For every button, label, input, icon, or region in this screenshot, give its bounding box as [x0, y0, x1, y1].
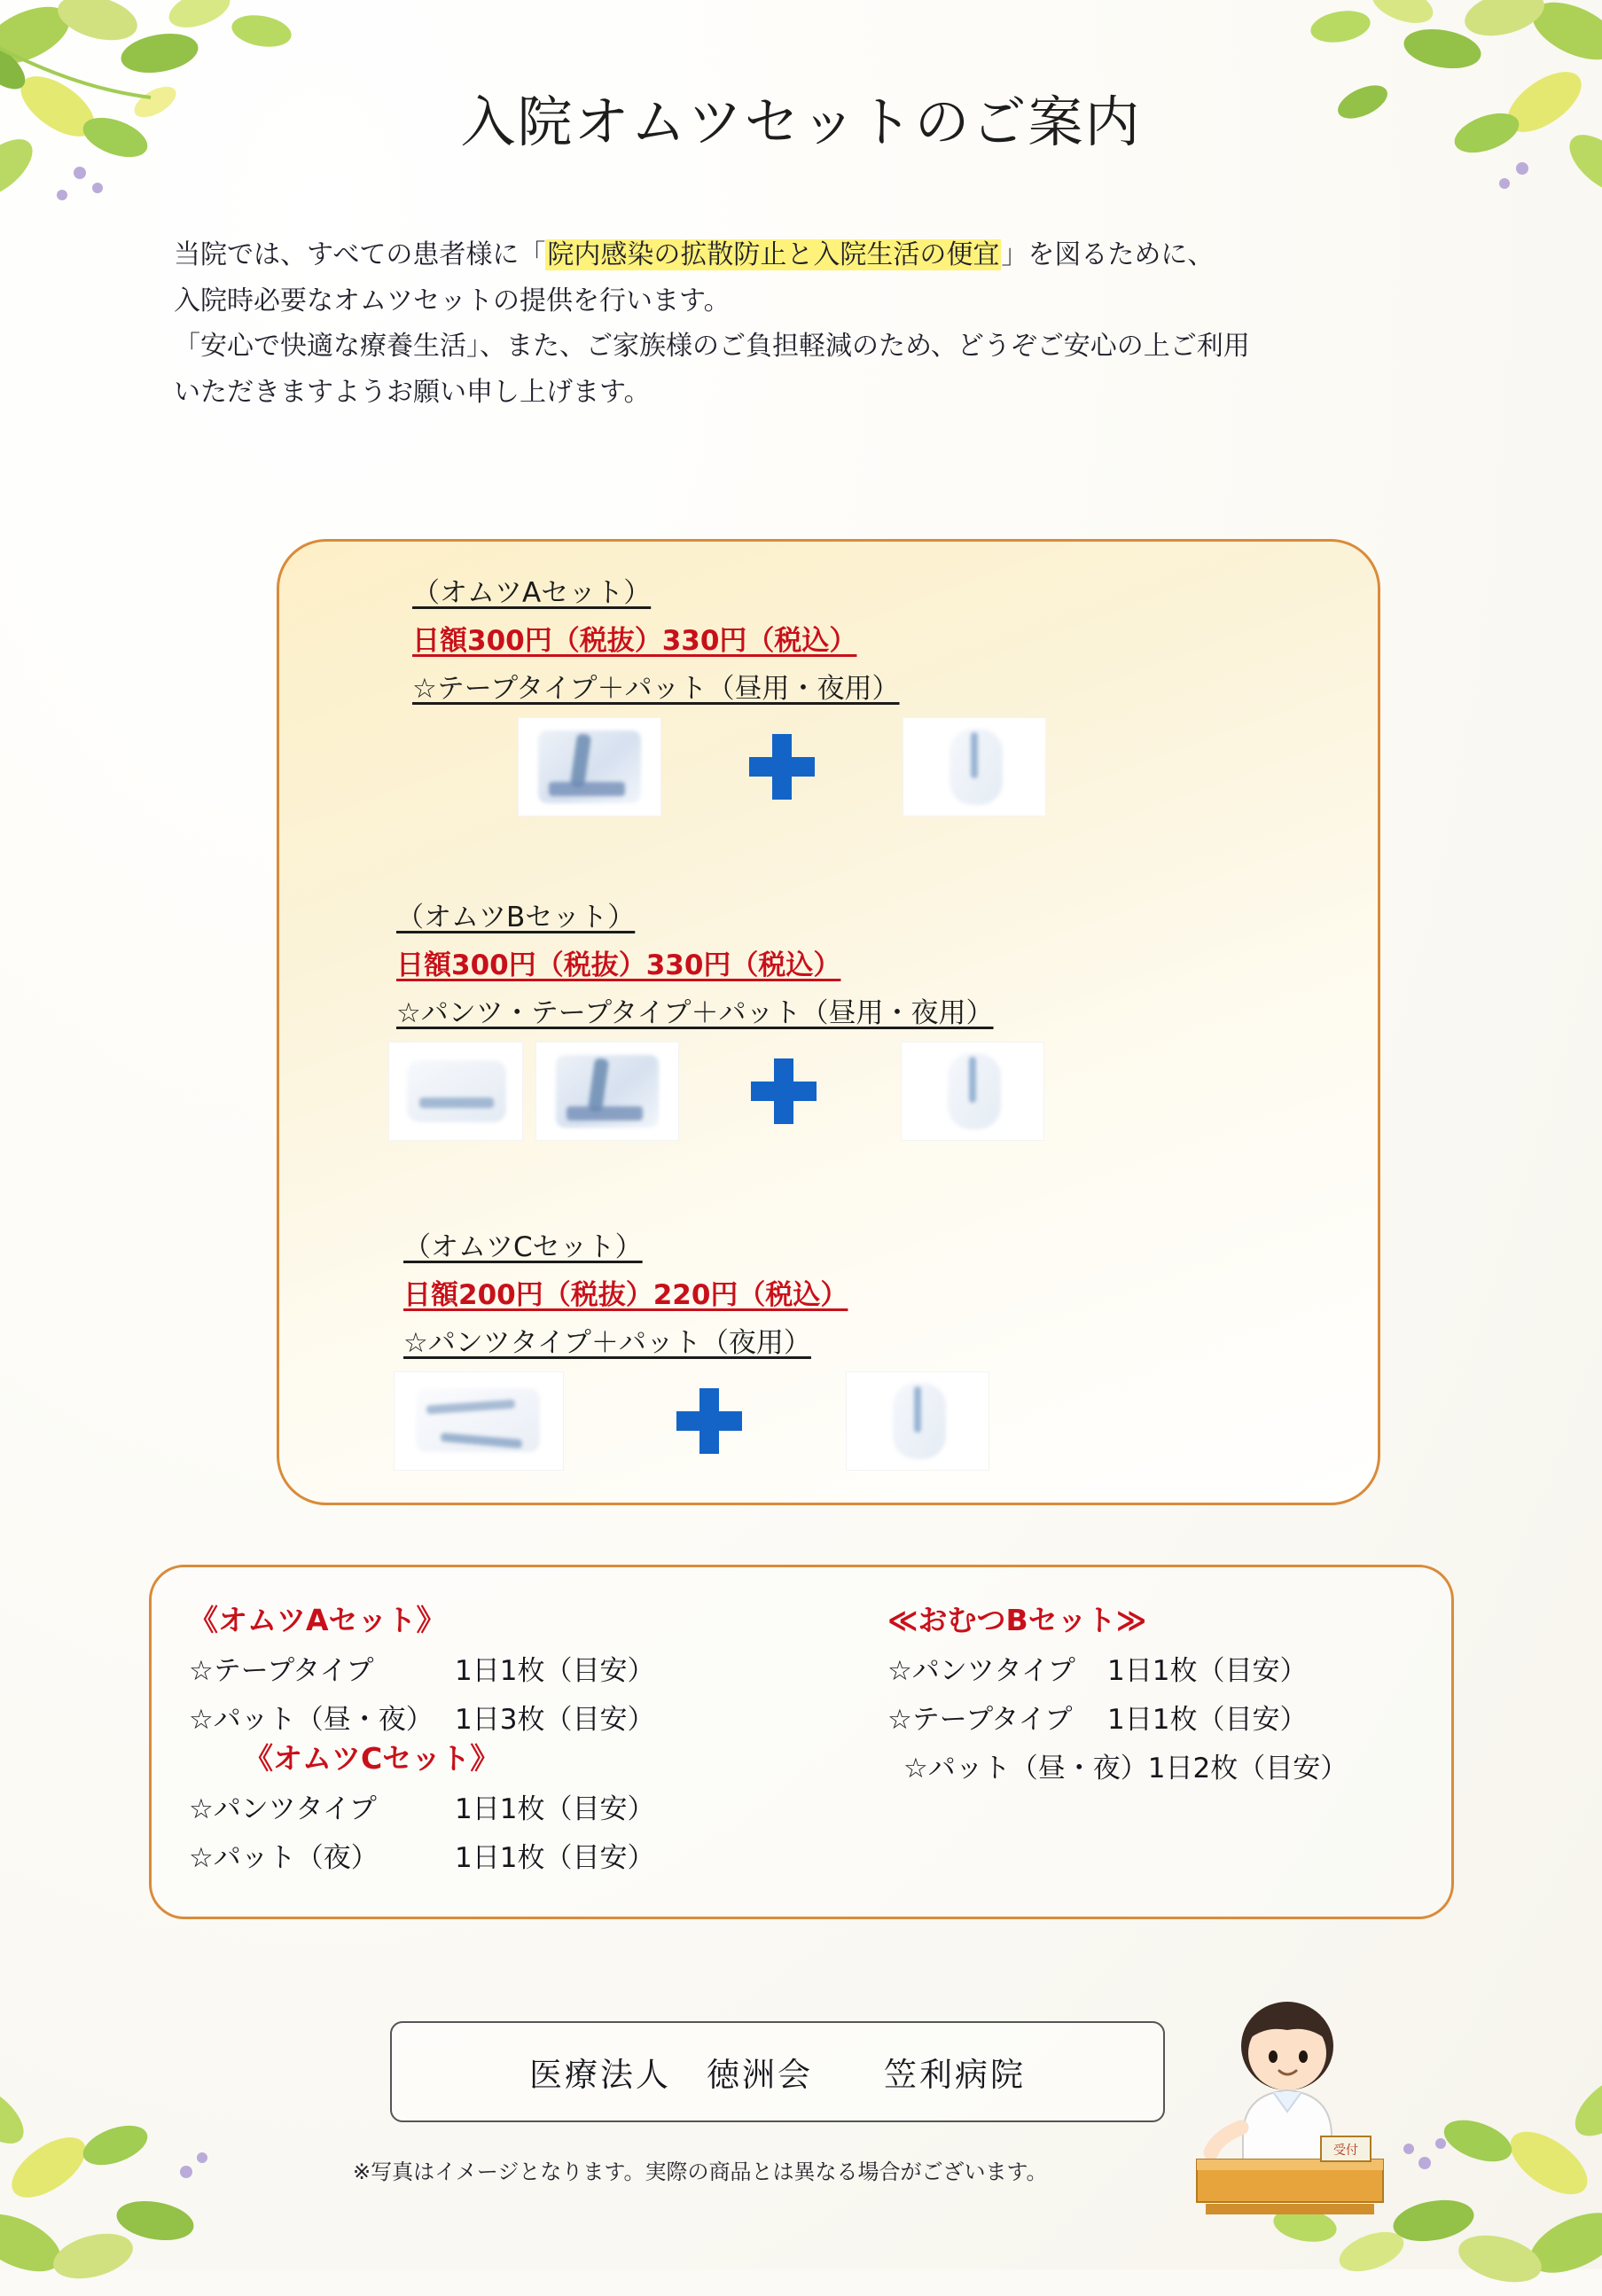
summary-item: ☆パンツタイプ	[189, 1793, 377, 1825]
summary-set-c	[189, 1736, 654, 1884]
set-c-header	[279, 1224, 1378, 1360]
nurse-illustration	[1188, 1995, 1392, 2216]
intro-paragraph	[174, 232, 1495, 415]
intro-line2: 入院時必要なオムツセットの提供を行います。	[174, 285, 731, 316]
summary-set-b-title: ≪おむつBセット≫	[887, 1603, 1147, 1637]
set-block-c	[279, 1224, 1378, 1470]
summary-set-a	[189, 1597, 654, 1745]
photo-disclaimer: ※写真はイメージとなります。実際の商品とは異なる場合がございます。	[353, 2159, 1048, 2184]
set-c-price: 日額200円（税抜）220円（税込）	[403, 1279, 848, 1311]
set-b-photo-row	[279, 1043, 1378, 1140]
summary-panel	[149, 1565, 1454, 1919]
summary-item: ☆パット（昼・夜）	[903, 1753, 1148, 1784]
set-b-price: 日額300円（税抜）330円（税込）	[396, 949, 841, 981]
summary-qty: 1日3枚（目安）	[455, 1704, 655, 1736]
set-c-desc: ☆パンツタイプ＋パット（夜用）	[403, 1327, 811, 1359]
intro-highlight: 院内感染の拡散防止と入院生活の便宜	[547, 239, 1000, 270]
summary-item: ☆テープタイプ	[189, 1655, 374, 1687]
tape-type-diaper-photo	[519, 718, 660, 816]
summary-qty: 1日1枚（目安）	[455, 1793, 655, 1825]
summary-qty: 1日1枚（目安）	[455, 1655, 655, 1687]
summary-row	[887, 1697, 1348, 1737]
set-a-name: （オムツAセット）	[412, 577, 652, 609]
set-block-a	[279, 570, 1378, 816]
summary-row	[189, 1835, 654, 1875]
set-b-desc: ☆パンツ・テープタイプ＋パット（昼用・夜用）	[396, 997, 994, 1029]
summary-set-b	[887, 1597, 1348, 1794]
set-c-name: （オムツCセット）	[403, 1231, 643, 1263]
pad-photo	[902, 1043, 1043, 1140]
diaper-sets-panel	[277, 539, 1380, 1505]
pants-type-diaper-photo	[395, 1372, 563, 1470]
summary-qty: 1日2枚（目安）	[1147, 1753, 1348, 1784]
plus-icon	[751, 1058, 817, 1124]
intro-line1-a: 当院では、すべての患者様に「	[174, 239, 546, 270]
set-block-b	[279, 894, 1378, 1140]
set-c-photo-row	[279, 1372, 1378, 1470]
plus-icon	[749, 734, 815, 800]
intro-line3: 「安心で快適な療養生活」、また、ご家族様のご負担軽減のため、どうぞご安心の上ご利用	[174, 331, 1250, 363]
summary-item: ☆パット（昼・夜）	[189, 1704, 434, 1736]
pad-photo	[847, 1372, 989, 1470]
summary-item: ☆パンツタイプ	[887, 1655, 1075, 1687]
page-title: 入院オムツセットのご案内	[460, 90, 1142, 154]
summary-row	[887, 1648, 1348, 1688]
organization-name: 医療法人 徳洲会 笠利病院	[529, 2056, 1026, 2094]
summary-qty: 1日1枚（目安）	[1107, 1655, 1308, 1687]
summary-qty: 1日1枚（目安）	[1107, 1704, 1308, 1736]
set-a-header	[279, 570, 1378, 706]
intro-line1-b: 」を図るために、	[1001, 239, 1215, 270]
summary-qty: 1日1枚（目安）	[455, 1842, 655, 1874]
summary-item: ☆テープタイプ	[887, 1704, 1073, 1736]
summary-row	[887, 1745, 1348, 1785]
tape-type-diaper-photo	[536, 1043, 678, 1140]
summary-set-c-title: 《オムツCセット》	[244, 1741, 500, 1776]
reception-sign-label: 受付	[1333, 2144, 1358, 2158]
organization-box	[390, 2021, 1165, 2122]
set-b-name: （オムツBセット）	[396, 902, 636, 933]
summary-row	[189, 1648, 654, 1688]
summary-row	[189, 1697, 654, 1737]
set-a-price: 日額300円（税抜）330円（税込）	[412, 625, 857, 657]
set-b-header	[279, 894, 1378, 1030]
pad-photo	[903, 718, 1045, 816]
pants-type-diaper-photo	[389, 1043, 522, 1140]
plus-icon	[676, 1388, 742, 1454]
set-a-photo-row	[279, 718, 1378, 816]
summary-row	[189, 1786, 654, 1826]
set-a-desc: ☆テープタイプ＋パット（昼用・夜用）	[412, 673, 900, 705]
summary-item: ☆パット（夜）	[189, 1842, 379, 1874]
leaf-decoration-icon	[0, 2030, 346, 2296]
summary-set-a-title: 《オムツAセット》	[189, 1603, 446, 1637]
intro-line4: いただきますようお願い申し上げます。	[174, 376, 651, 408]
